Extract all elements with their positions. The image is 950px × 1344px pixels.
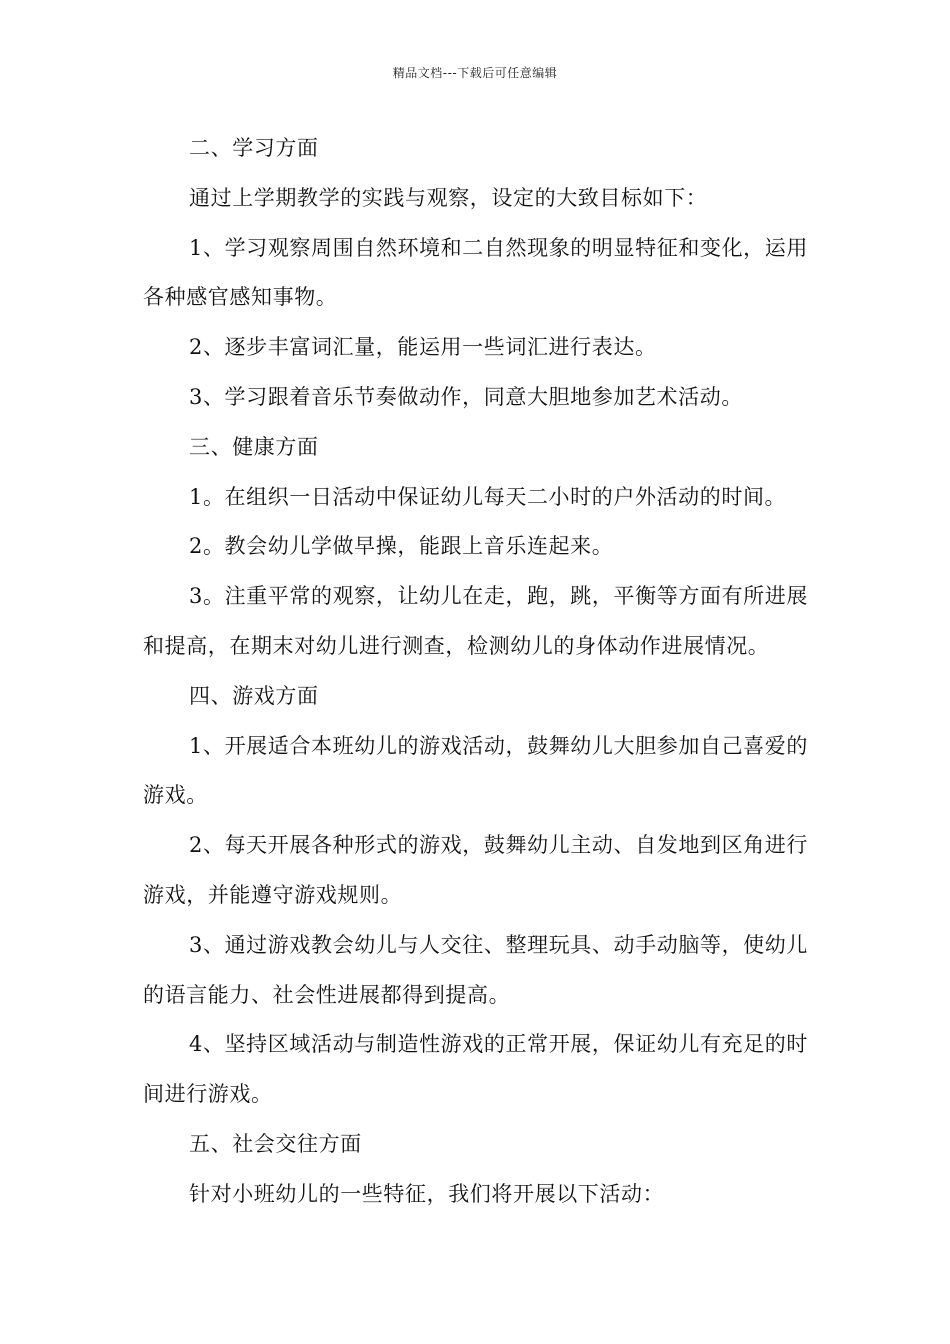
header-note: 精品文档---下载后可任意编辑 <box>392 66 558 80</box>
paragraph: 3、通过游戏教会幼儿与人交往、整理玩具、动手动脑等，使幼儿的语言能力、社会性进展都得到提高。 <box>143 932 808 1007</box>
paragraph: 2、每天开展各种形式的游戏，鼓舞幼儿主动、自发地到区角进行游戏，并能遵守游戏规则。 <box>143 833 808 907</box>
paragraph: 针对小班幼儿的一些特征，我们将开展以下活动： <box>189 1181 665 1206</box>
paragraph: 1。在组织一日活动中保证幼儿每天二小时的户外活动的时间。 <box>189 484 787 509</box>
heading-social: 五、社会交往方面 <box>189 1131 362 1156</box>
paragraph: 通过上学期教学的实践与观察，设定的大致目标如下： <box>189 185 708 210</box>
paragraph: 2。教会幼儿学做早操，能跟上音乐连起来。 <box>189 534 614 559</box>
paragraph: 4、坚持区域活动与制造性游戏的正常开展，保证幼儿有充足的时间进行游戏。 <box>143 1032 808 1107</box>
document-body <box>143 124 808 1220</box>
heading-study: 二、学习方面 <box>189 136 319 160</box>
heading-health: 三、健康方面 <box>189 434 319 459</box>
paragraph: 2、逐步丰富词汇量，能运用一些词汇进行表达。 <box>189 335 657 360</box>
paragraph: 3、学习跟着音乐节奏做动作，同意大胆地参加艺术活动。 <box>189 384 743 409</box>
heading-games: 四、游戏方面 <box>189 683 319 708</box>
paragraph: 1、开展适合本班幼儿的游戏活动，鼓舞幼儿大胆参加自己喜爱的游戏。 <box>143 733 808 808</box>
paragraph: 1、学习观察周围自然环境和二自然现象的明显特征和变化，运用各种感官感知事物。 <box>143 235 808 310</box>
paragraph: 3。注重平常的观察，让幼儿在走，跑，跳，平衡等方面有所进展和提高，在期末对幼儿进行测查，检测幼儿的身体动作进展情况。 <box>143 584 808 658</box>
